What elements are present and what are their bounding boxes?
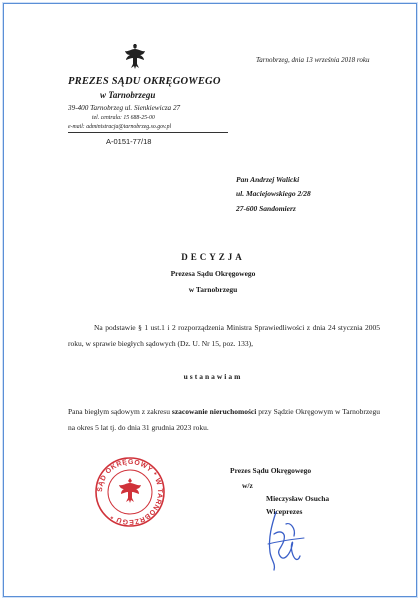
handwritten-signature [246, 504, 336, 574]
decision-issuer-line1: Prezesa Sądu Okręgowego [170, 269, 256, 278]
court-phone: tel. centrala: 15 688-25-00 [92, 115, 155, 121]
court-city: w Tarnobrzegu [100, 90, 156, 100]
case-number: A-0151-77/18 [106, 137, 152, 146]
signatory-proxy: w/z [242, 481, 253, 490]
recipient-street: ul. Maciejowskiego 2/28 [236, 189, 311, 198]
signatory-role: Wiceprezes [266, 507, 303, 516]
document-page [3, 3, 417, 597]
court-title: PREZES SĄDU OKRĘGOWEGO [68, 76, 221, 87]
court-address: 39-400 Tarnobrzeg ul. Sienkiewicza 27 [68, 104, 181, 112]
appointment-text-start: Pana biegłym sądowym z zakresu [68, 407, 172, 416]
court-email: e-mail: administracja@tarnobrzeg.so.gov.pl [68, 124, 172, 130]
appointment-paragraph [68, 404, 380, 436]
expertise-field: szacowanie nieruchomości [171, 407, 257, 416]
legal-basis-paragraph: Na podstawie § 1 ust.1 i 2 rozporządzenia Ministra Sprawiedliwości z dnia 24 stycznia 2005 roku, w sprawie biegłych sądowych (Dz. U. Nr 15, poz. 133), [68, 323, 380, 348]
header-divider [68, 132, 228, 133]
signatory-title: Prezes Sądu Okręgowego [230, 466, 312, 475]
recipient-city: 27-600 Sandomierz [236, 204, 296, 213]
decision-verb: ustanawiam [183, 372, 243, 381]
signatory-name: Mieczysław Osucha [266, 494, 330, 503]
place-and-date: Tarnobrzeg, dnia 13 września 2018 roku [256, 56, 370, 64]
recipient-name: Pan Andrzej Walicki [236, 175, 300, 184]
court-seal-stamp [94, 456, 166, 528]
svg-text:SĄD OKRĘGOWY * W TARNOBRZEGU *: SĄD OKRĘGOWY * W TARNOBRZEGU * [96, 458, 164, 526]
decision-issuer-line2: w Tarnobrzegu [188, 285, 238, 294]
decision-title: DECYZJA [181, 252, 245, 262]
appointment-text-end: przy Sądzie Okręgowym w Tarnobrzegu na okres 5 lat tj. do dnia 31 grudnia 2023 roku. [68, 407, 380, 432]
eagle-emblem-icon [122, 42, 148, 72]
